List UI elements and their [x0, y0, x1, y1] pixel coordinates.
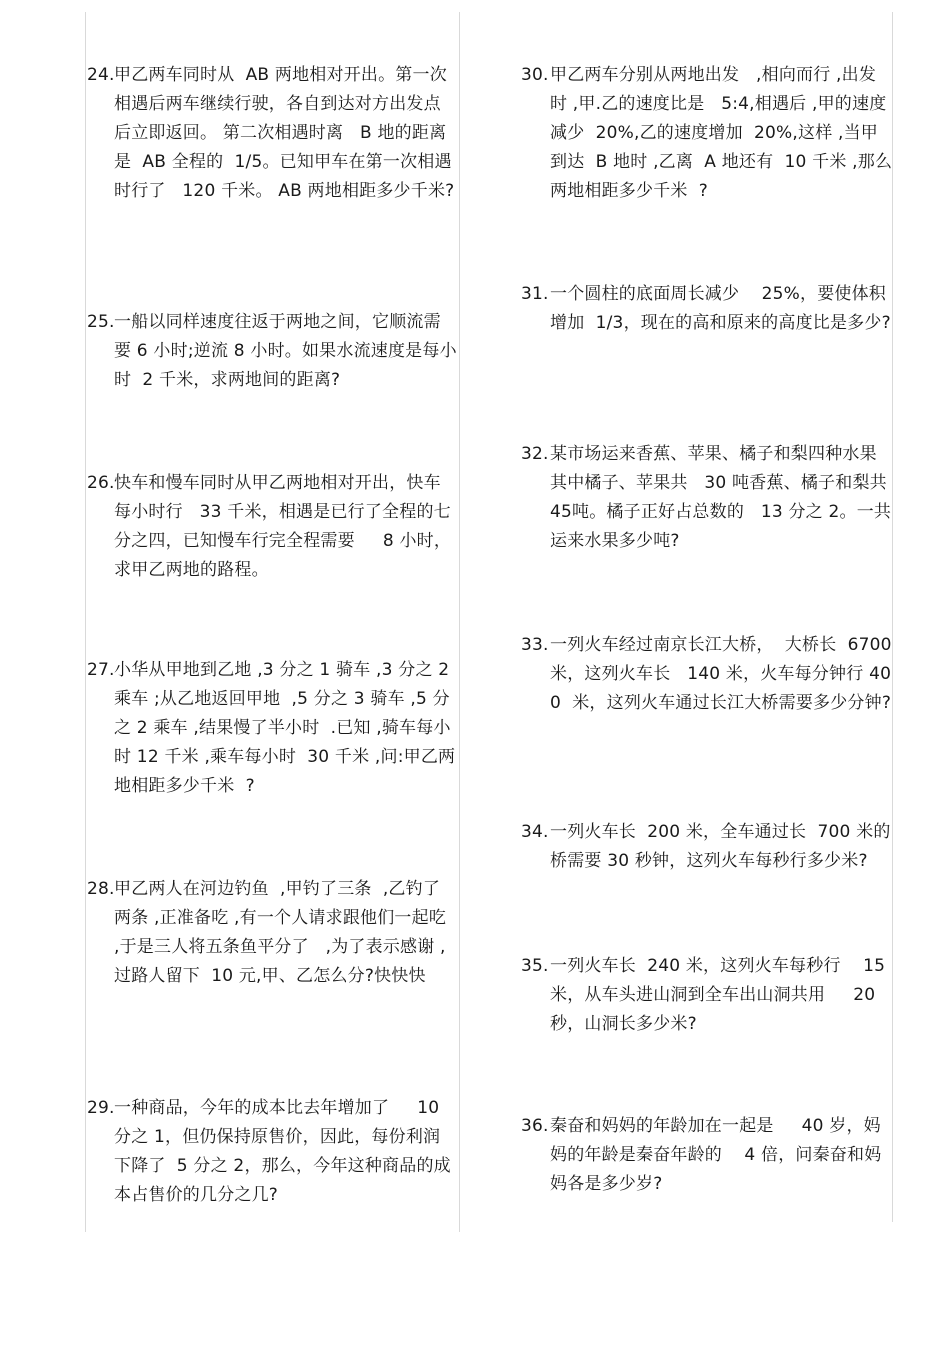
problem-26: [87, 469, 457, 585]
problem-30: [521, 61, 893, 206]
problem-number: 30.: [521, 65, 549, 85]
problem-text: 甲乙两车分别从两地出发 ,相向而行 ,出发时 ,甲.乙的速度比是 5:4,相遇后 ,甲的速度减少 20%,乙的速度增加 20%,这样 ,当甲到达 B 地时 ,乙离 A 地还有 10 千米 ,那么两地相距多少千米 ?: [550, 65, 893, 201]
problem-text: 一种商品，今年的成本比去年增加了 10 分之 1，但仍保持原售价，因此，每份利润下降了 5 分之 2，那么，今年这种商品的成本占售价的几分之几?: [114, 1098, 451, 1205]
problem-number: 26.: [87, 473, 115, 493]
problem-number: 34.: [521, 822, 549, 842]
problem-number: 35.: [521, 956, 549, 976]
problem-33: [521, 631, 898, 718]
problem-text: 甲乙两车同时从 AB 两地相对开出。第一次相遇后两车继续行驶，各自到达对方出发点后立即返回。 第二次相遇时离 B 地的距离是 AB 全程的 1/5。已知甲车在第一次相遇时行了 120 千米。 AB 两地相距多少千米?: [114, 65, 455, 201]
problem-text: 一列火车长 240 米，这列火车每秒行 15 米，从车头进山洞到全车出山洞共用 20 秒，山洞长多少米?: [550, 956, 891, 1034]
problem-number: 25.: [87, 312, 115, 332]
problem-32: [521, 440, 893, 556]
problem-text: 一列火车长 200 米，全车通过长 700 米的桥需要 30 秒钟，这列火车每秒行多少米?: [550, 822, 891, 871]
problem-text: 一列火车经过南京长江大桥， 大桥长 6700 米，这列火车长 140 米，火车每分钟行 400 米，这列火车通过长江大桥需要多少分钟?: [550, 635, 898, 713]
problem-27: [87, 656, 457, 801]
column-divider-center: [459, 12, 460, 1232]
problem-number: 28.: [87, 879, 115, 899]
problem-text: 快车和慢车同时从甲乙两地相对开出，快车每小时行 33 千米，相遇是已行了全程的七分之四，已知慢车行完全程需要 8 小时，求甲乙两地的路程。: [114, 473, 452, 580]
problem-text: 小华从甲地到乙地 ,3 分之 1 骑车 ,3 分之 2 乘车 ;从乙地返回甲地 ,5 分之 3 骑车 ,5 分之 2 乘车 ,结果慢了半小时 .已知 ,骑车每小时 12 千米 ,乘车每小时 30 千米 ,问:甲乙两地相距多少千米 ?: [114, 660, 456, 796]
problem-25: [87, 308, 457, 395]
problem-number: 27.: [87, 660, 115, 680]
problem-number: 24.: [87, 65, 115, 85]
problem-34: [521, 818, 893, 876]
problem-number: 33.: [521, 635, 549, 655]
problem-number: 32.: [521, 444, 549, 464]
problem-text: 甲乙两人在河边钓鱼 ,甲钓了三条 ,乙钓了两条 ,正准备吃 ,有一个人请求跟他们一起吃 ,于是三人将五条鱼平分了 ,为了表示感谢 ,过路人留下 10 元,甲、乙怎么分?快快快: [114, 879, 452, 986]
problem-31: [521, 280, 893, 338]
column-divider-left-border: [85, 12, 86, 1232]
problem-text: 一个圆柱的底面周长减少 25%，要使体积增加 1/3，现在的高和原来的高度比是多少?: [550, 284, 891, 333]
problem-number: 36.: [521, 1116, 549, 1136]
problem-text: 秦奋和妈妈的年龄加在一起是 40 岁，妈妈的年龄是秦奋年龄的 4 倍，问秦奋和妈妈各是多少岁?: [550, 1116, 882, 1194]
problem-24: [87, 61, 457, 206]
problem-number: 29.: [87, 1098, 115, 1118]
problem-text: 某市场运来香蕉、苹果、橘子和梨四种水果其中橘子、苹果共 30 吨香蕉、橘子和梨共 45吨。橘子正好占总数的 13 分之 2。一共运来水果多少吨?: [550, 444, 893, 551]
problem-36: [521, 1112, 893, 1199]
problem-29: [87, 1094, 457, 1210]
problem-number: 31.: [521, 284, 549, 304]
problem-28: [87, 875, 457, 991]
problem-35: [521, 952, 893, 1039]
problem-text: 一船以同样速度往返于两地之间，它顺流需要 6 小时;逆流 8 小时。如果水流速度是每小时 2 千米，求两地间的距离?: [114, 312, 457, 390]
